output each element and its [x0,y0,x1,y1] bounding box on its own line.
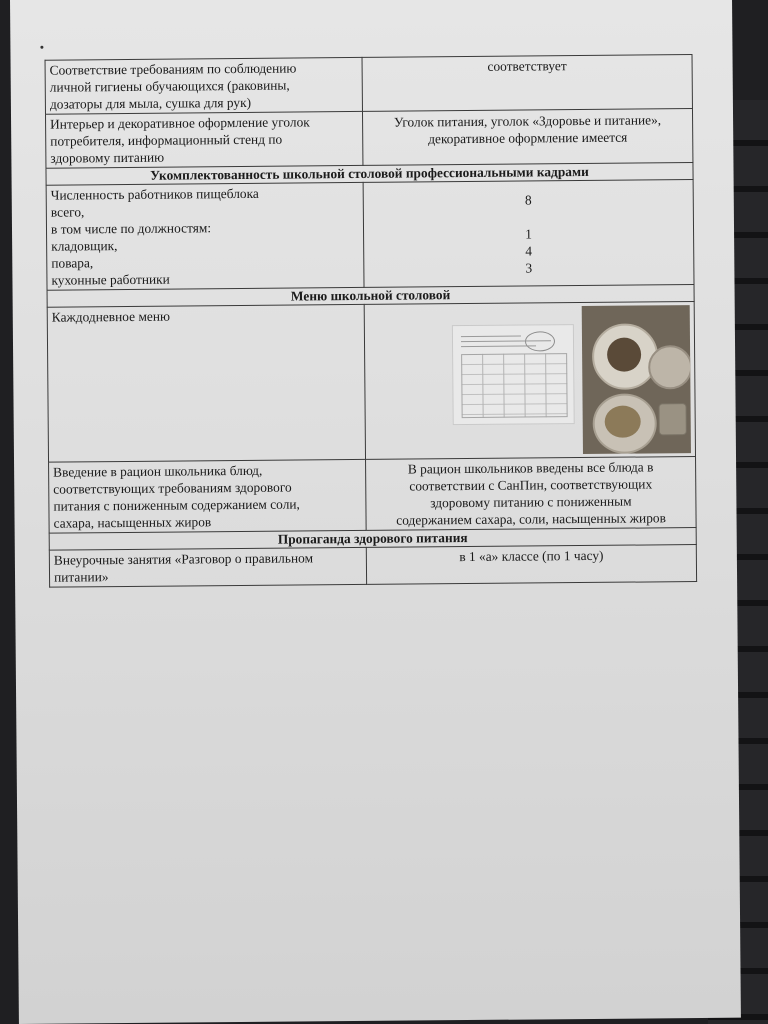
table-row-interior [45,109,692,169]
table-row-hygiene [45,55,692,115]
menu-document-image [452,324,575,425]
document-sheet [10,0,741,1024]
hygiene-value: соответствует [362,55,692,112]
table-row-propaganda [49,545,696,588]
propaganda-value: в 1 «а» классе (по 1 часу) [366,545,696,585]
staff-label: Численность работников пищеблока всего, в том числе по должностям: кладовщик, повара, кухонные работники [46,182,364,290]
diet-value: В рацион школьников введены все блюда в соответствии с СанПин, соответствующих здоровому питанию с пониженным содержанием сахара, соли, насыщенных жиров [366,457,697,531]
interior-label: Интерьер и декоративное оформление уголок потребителя, информационный стенд по здоровому питанию [45,111,362,168]
staff-values: 8 1 4 3 [363,180,694,288]
hygiene-label: Соответствие требованиям по соблюдению личной гигиены обучающихся (раковины, дозаторы для мыла, сушка для рук) [45,57,362,114]
table-row-diet [49,457,697,534]
section-header-menu: Меню школьной столовой [47,285,694,308]
meal-photo-image [582,305,691,454]
report-table [45,54,698,588]
page-mark [40,46,43,49]
daily-menu-images [364,302,695,460]
diet-label: Введение в рацион школьника блюд, соответствующих требованиям здорового питания с пониженным содержанием соли, сахара, насыщенных жиров [49,459,367,533]
section-header-propaganda: Пропаганда здорового питания [49,528,696,551]
daily-menu-label: Каждодневное меню [47,304,365,462]
interior-value: Уголок питания, уголок «Здоровье и питание», декоративное оформление имеется [362,109,692,166]
section-header-staff: Укомплектованность школьной столовой профессиональными кадрами [46,163,693,186]
table-row-staff [46,180,694,291]
propaganda-label: Внеурочные занятия «Разговор о правильном питании» [49,547,366,587]
table-row-daily-menu [47,302,695,463]
